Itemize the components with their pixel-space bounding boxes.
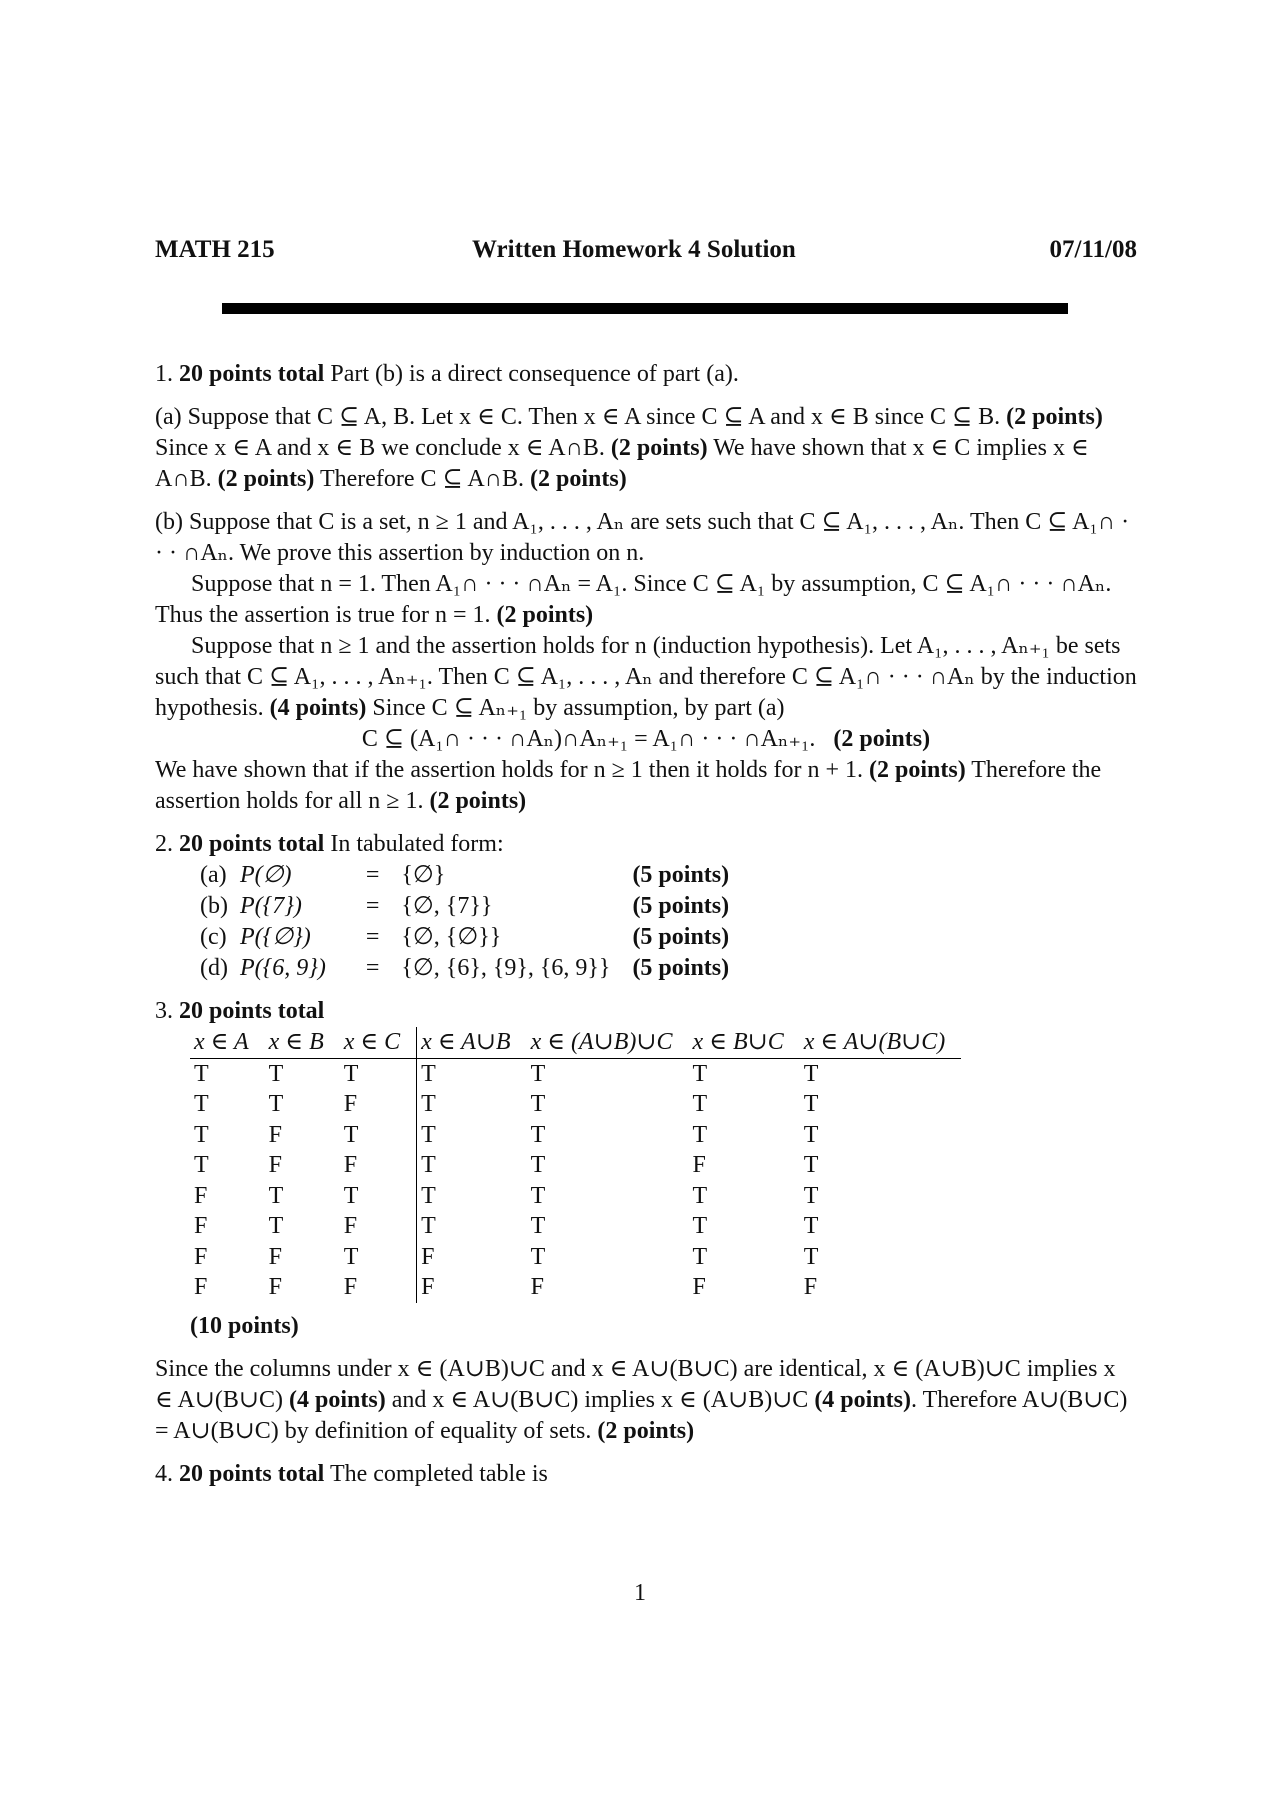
power-set-label: (d)	[200, 955, 228, 981]
truth-table-cell: F	[268, 1121, 283, 1148]
truth-table-cell: T	[268, 1213, 284, 1239]
truth-table-cell: F	[421, 1243, 435, 1270]
power-set-pts: (5 points)	[632, 924, 730, 950]
truth-table-row	[190, 1150, 961, 1181]
problem-4-heading: 4. 20 points total The completed table is	[155, 1460, 548, 1487]
truth-table-cell: T	[421, 1182, 436, 1209]
power-set-rhs: {∅, {7}}	[401, 893, 493, 919]
truth-table-cell: T	[530, 1213, 546, 1239]
truth-table-cell: T	[530, 1091, 546, 1117]
course-code: MATH 215	[155, 236, 275, 263]
truth-table-cell: T	[340, 1058, 417, 1089]
problem-2-heading: 2. 20 points total In tabulated form:	[155, 831, 504, 857]
truth-table-cell: F	[530, 1274, 544, 1300]
truth-table-cell: T	[692, 1060, 708, 1087]
problem-3-total: 20 points total	[179, 998, 325, 1024]
truth-table-header: x ∈ B∪C	[689, 1027, 800, 1058]
truth-table-cell: F	[194, 1182, 208, 1209]
truth-table-cell: T	[421, 1060, 436, 1087]
truth-table-cell: T	[194, 1121, 209, 1148]
truth-table-cell: T	[340, 1120, 417, 1151]
truth-table-cell: T	[268, 1182, 284, 1209]
power-set-row	[200, 891, 741, 922]
truth-table-cell: T	[194, 1152, 209, 1178]
power-set-lhs: P({7})	[239, 893, 302, 919]
truth-table-points: (10 points)	[190, 1312, 299, 1339]
truth-table-cell: F	[692, 1274, 706, 1300]
truth-table-cell: T	[340, 1181, 417, 1212]
power-set-pts: (5 points)	[632, 955, 730, 981]
power-set-eq: =	[365, 955, 380, 981]
truth-table-cell: T	[530, 1182, 546, 1209]
truth-table-cell: F	[194, 1213, 208, 1239]
truth-table-row	[190, 1211, 961, 1242]
truth-table-cell: F	[340, 1150, 417, 1181]
power-set-eq: =	[365, 893, 380, 919]
problem-1-total: 20 points total	[179, 361, 325, 387]
problem-1-base-case: Suppose that n = 1. Then A₁∩ · · · ∩Aₙ = A₁. Since C ⊆ A₁ by assumption, C ⊆ A₁∩ · · · ∩Aₙ. Thus the assertion is true for n = 1. (2 points)	[155, 571, 1112, 628]
problem-1-part-b-statement: (b) Suppose that C is a set, n ≥ 1 and A₁, . . . , Aₙ are sets such that C ⊆ A₁, . . . , Aₙ. Then C ⊆ A₁∩ · · · ∩Aₙ. We prove this assertion by induction on n.	[155, 509, 1130, 566]
truth-table-cell: T	[421, 1091, 436, 1117]
truth-table-row	[190, 1242, 961, 1273]
power-set-row	[200, 922, 741, 953]
power-set-row	[200, 860, 741, 891]
truth-table	[190, 1027, 961, 1303]
problem-1-heading: 1. 20 points total Part (b) is a direct consequence of part (a).	[155, 361, 739, 387]
truth-table-cell: T	[421, 1213, 436, 1239]
truth-table-cell: T	[692, 1182, 708, 1209]
truth-table-row	[190, 1120, 961, 1151]
power-set-eq: =	[365, 924, 380, 950]
document-title: Written Homework 4 Solution	[472, 236, 796, 263]
truth-table-row	[190, 1058, 961, 1089]
truth-table-cell: F	[268, 1152, 283, 1178]
truth-table-cell: F	[340, 1272, 417, 1303]
truth-table-cell: F	[268, 1243, 283, 1270]
truth-table-cell: T	[421, 1121, 436, 1148]
header-rule	[222, 303, 1068, 314]
truth-table-cell: F	[194, 1243, 208, 1270]
truth-table-cell: F	[194, 1274, 208, 1300]
power-set-rhs: {∅, {6}, {9}, {6, 9}}	[401, 955, 611, 981]
power-set-lhs: P(∅)	[239, 862, 292, 888]
truth-table-cell: T	[194, 1060, 209, 1087]
power-set-row	[200, 953, 741, 984]
truth-table-cell: T	[803, 1121, 819, 1148]
truth-table-cell: T	[803, 1091, 819, 1117]
power-set-rhs: {∅}	[401, 862, 446, 888]
truth-table-cell: T	[803, 1182, 819, 1209]
truth-table-cell: F	[340, 1089, 417, 1120]
truth-table-cell: T	[268, 1091, 284, 1117]
truth-table-row	[190, 1089, 961, 1120]
truth-table-cell: T	[692, 1243, 708, 1270]
truth-table-cell: T	[692, 1091, 708, 1117]
truth-table-cell: T	[803, 1060, 819, 1087]
page-number: 1	[634, 1580, 646, 1606]
power-set-pts: (5 points)	[632, 862, 730, 888]
truth-table-cell: F	[421, 1274, 435, 1300]
truth-table-cell: F	[803, 1274, 818, 1300]
truth-table-cell: T	[340, 1242, 417, 1273]
truth-table-cell: T	[421, 1152, 436, 1178]
problem-3-heading: 3. 20 points total	[155, 998, 325, 1024]
power-set-label: (c)	[200, 924, 227, 950]
truth-table-row	[190, 1181, 961, 1212]
truth-table-cell: F	[692, 1152, 706, 1178]
truth-table-header: x ∈ A∪B	[417, 1027, 527, 1058]
power-set-label: (a)	[200, 862, 227, 888]
power-set-pts: (5 points)	[632, 893, 730, 919]
power-set-lhs: P({∅})	[239, 924, 311, 950]
power-set-table	[200, 860, 741, 984]
problem-1-display-equation: C ⊆ (A₁∩ · · · ∩Aₙ)∩Aₙ₊₁ = A₁∩ · · · ∩Aₙ₊₁. (2 points)	[361, 726, 931, 752]
truth-table-header: x ∈ B	[265, 1027, 340, 1058]
truth-table-cell: T	[530, 1121, 546, 1148]
power-set-eq: =	[365, 862, 380, 888]
truth-table-cell: T	[692, 1121, 708, 1148]
truth-table-cell: T	[530, 1060, 546, 1087]
truth-table-cell: T	[692, 1213, 708, 1239]
truth-table-cell: F	[340, 1211, 417, 1242]
power-set-rhs: {∅, {∅}}	[401, 924, 502, 950]
truth-table-header: x ∈ A∪(B∪C)	[800, 1027, 962, 1058]
truth-table-header: x ∈ (A∪B)∪C	[527, 1027, 689, 1058]
truth-table-cell: T	[803, 1152, 819, 1178]
problem-4-total: 20 points total	[179, 1460, 325, 1487]
truth-table-cell: T	[803, 1213, 819, 1239]
truth-table-cell: T	[194, 1091, 209, 1117]
problem-1-induction-step: Suppose that n ≥ 1 and the assertion holds for n (induction hypothesis). Let A₁, . . . , Aₙ₊₁ be sets such that C ⊆ A₁, . . . , Aₙ₊₁. Then C ⊆ A₁, . . . , Aₙ and therefore C ⊆ A₁∩ · · · ∩Aₙ by the induction hypothesis. (4 points) Since C ⊆ Aₙ₊₁ by assumption, by part (a)	[155, 633, 1137, 721]
power-set-lhs: P({6, 9})	[239, 955, 326, 981]
truth-table-header: x ∈ A	[190, 1027, 265, 1058]
problem-2-total: 20 points total	[179, 831, 325, 857]
truth-table-row	[190, 1272, 961, 1303]
truth-table-cell: T	[268, 1060, 284, 1087]
document-body	[155, 359, 1137, 1490]
problem-3-conclusion: Since the columns under x ∈ (A∪B)∪C and x ∈ A∪(B∪C) are identical, x ∈ (A∪B)∪C implies x ∈ A∪(B∪C) (4 points) and x ∈ A∪(B∪C) implies x ∈ (A∪B)∪C (4 points). Therefore A∪(B∪C) = A∪(B∪C) by definition of equality of sets. (2 points)	[155, 1355, 1128, 1444]
truth-table-cell: T	[530, 1152, 546, 1178]
truth-table-header: x ∈ C	[340, 1027, 417, 1058]
problem-1-part-a: (a) Suppose that C ⊆ A, B. Let x ∈ C. Then x ∈ A since C ⊆ A and x ∈ B since C ⊆ B. (2 points) Since x ∈ A and x ∈ B we conclude x ∈ A∩B. (2 points) We have shown that x ∈ C implies x ∈ A∩B. (2 points) Therefore C ⊆ A∩B. (2 points)	[155, 404, 1103, 492]
document-date: 07/11/08	[1049, 236, 1137, 263]
power-set-label: (b)	[200, 893, 228, 919]
truth-table-cell: T	[530, 1243, 546, 1270]
truth-table-cell: T	[803, 1243, 819, 1270]
truth-table-cell: F	[268, 1274, 283, 1300]
problem-1-conclusion: We have shown that if the assertion holds for n ≥ 1 then it holds for n + 1. (2 points) Therefore the assertion holds for all n ≥ 1. (2 points)	[155, 757, 1102, 814]
